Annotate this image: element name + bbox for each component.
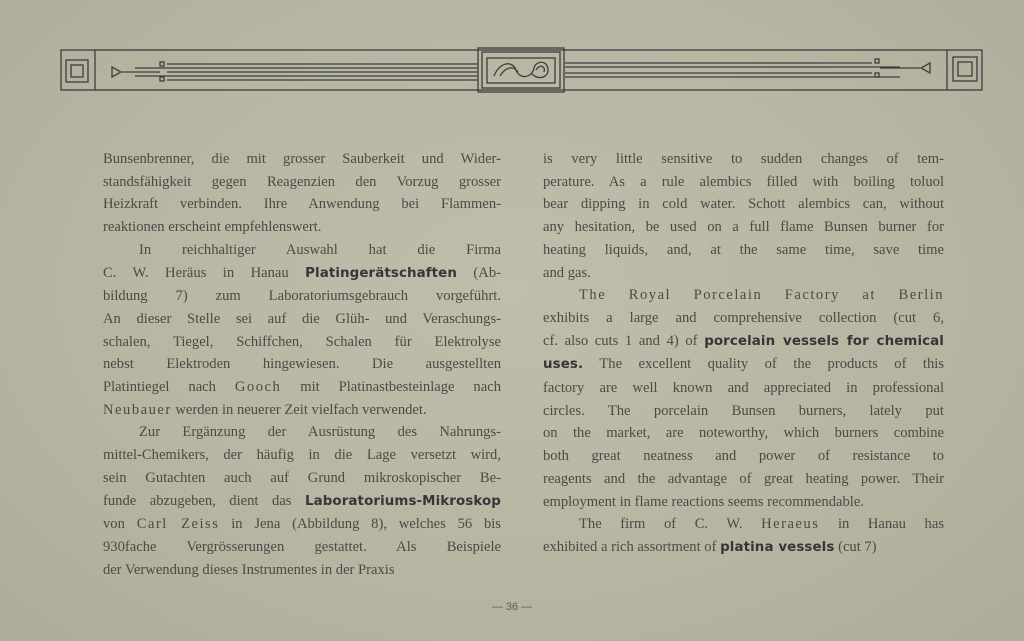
text-line bbox=[103, 148, 501, 171]
text-line bbox=[103, 331, 501, 354]
text-segment: exhibited a rich assortment of bbox=[543, 538, 721, 555]
text-segment: and gas. bbox=[543, 264, 591, 281]
header-ornament bbox=[0, 0, 1024, 100]
text-line bbox=[103, 513, 501, 536]
text-line bbox=[543, 513, 944, 536]
text-segment: perature. As a rule alembics filled with boiling toluol bbox=[543, 173, 944, 190]
emphasis-spaced: Heraeus bbox=[761, 516, 820, 533]
emphasis-bold: platina vessels bbox=[720, 539, 835, 555]
text-segment: C. W. Heräus in Hanau bbox=[103, 264, 306, 281]
text-line bbox=[543, 239, 944, 262]
text-segment: An dieser Stelle sei auf die Glüh- und Veraschungs- bbox=[103, 310, 501, 327]
text-segment: factory are well known and appreciated in professional bbox=[543, 380, 944, 397]
text-line bbox=[103, 444, 501, 467]
emphasis-bold: Platingerätschaften bbox=[305, 265, 457, 281]
text-line bbox=[543, 536, 944, 560]
emphasis-spaced: Neubauer bbox=[103, 401, 172, 418]
text-line bbox=[103, 193, 501, 216]
text-line bbox=[103, 239, 501, 262]
right-column bbox=[543, 148, 944, 560]
text-segment: in Jena (Abbildung 8), welches 56 bis bbox=[219, 516, 501, 533]
left-column bbox=[103, 148, 501, 581]
text-segment: reagents and the advantage of great heating power. Their bbox=[543, 470, 944, 487]
text-segment: both great neatness and power of resistance to bbox=[543, 448, 944, 465]
text-segment: bear dipping in cold water. Schott alembics can, without bbox=[543, 196, 944, 213]
emphasis-spaced: Gooch bbox=[234, 379, 282, 396]
text-segment: (Ab- bbox=[457, 264, 501, 281]
text-segment: exhibits a large and comprehensive collection (cut 6, bbox=[543, 309, 944, 326]
text-segment: funde abzugeben, dient das bbox=[103, 492, 305, 509]
text-segment: standsfähigkeit gegen Reagenzien den Vorzug grosser bbox=[103, 173, 501, 190]
page-number: — 36 — bbox=[491, 601, 533, 613]
text-segment: mittel-Chemikers, der häufig in die Lage versetzt wird, bbox=[103, 447, 501, 464]
left-triangle-icon bbox=[112, 67, 121, 77]
text-line bbox=[103, 559, 501, 582]
text-segment: werden in neuerer Zeit vielfach verwendet. bbox=[171, 401, 427, 418]
text-line bbox=[103, 536, 501, 559]
text-line bbox=[543, 377, 944, 400]
text-segment: der Verwendung dieses Instrumentes in der Praxis bbox=[103, 561, 395, 578]
text-line bbox=[543, 193, 944, 216]
text-segment: heating liquids, and, at the same time, save time bbox=[543, 241, 944, 258]
emphasis-spaced: The Royal Porcelain Factory at Berlin bbox=[579, 287, 944, 304]
text-segment: Bunsenbrenner, die mit grosser Sauberkeit und Wider- bbox=[103, 151, 501, 167]
emphasis-bold: Laboratoriums-Mikroskop bbox=[304, 493, 501, 509]
text-line bbox=[543, 284, 944, 307]
text-line bbox=[543, 216, 944, 239]
text-segment: Platintiegel nach bbox=[103, 379, 235, 396]
text-segment: on the market, are noteworthy, which burners combine bbox=[543, 425, 944, 442]
right-triangle-icon bbox=[921, 63, 930, 73]
text-segment: In reichhaltiger Auswahl hat die Firma bbox=[139, 241, 501, 258]
text-segment: schalen, Tiegel, Schiffchen, Schalen für Elektrolyse bbox=[103, 333, 501, 350]
text-line bbox=[103, 467, 501, 490]
text-segment: (cut 7) bbox=[834, 538, 877, 555]
text-line bbox=[543, 171, 944, 194]
text-line bbox=[103, 285, 501, 308]
text-line bbox=[543, 491, 944, 514]
text-line bbox=[103, 376, 501, 399]
text-line bbox=[103, 490, 501, 514]
text-line bbox=[543, 422, 944, 445]
text-line bbox=[103, 421, 501, 444]
text-segment: sein Gutachten auch auf Grund mikroskopischer Be- bbox=[103, 469, 501, 486]
text-segment: mit Platinastbesteinlage nach bbox=[281, 379, 501, 396]
ornament-frame bbox=[61, 50, 982, 90]
text-line bbox=[543, 400, 944, 423]
text-line bbox=[543, 148, 944, 171]
center-emblem bbox=[478, 48, 564, 92]
text-line bbox=[543, 445, 944, 468]
text-segment: employment in flame reactions seems recommendable. bbox=[543, 493, 864, 510]
text-segment: Zur Ergänzung der Ausrüstung des Nahrungs- bbox=[139, 424, 501, 441]
text-segment: Heizkraft verbinden. Ihre Anwendung bei Flammen- bbox=[103, 196, 501, 213]
text-segment: circles. The porcelain Bunsen burners, lately put bbox=[543, 402, 944, 419]
text-segment: reaktionen erscheint empfehlenswert. bbox=[103, 219, 322, 236]
text-line bbox=[103, 216, 501, 239]
text-segment: in Hanau has bbox=[819, 516, 944, 533]
emphasis-bold: uses. bbox=[543, 357, 584, 373]
text-line bbox=[543, 262, 944, 285]
text-line bbox=[103, 171, 501, 194]
text-line bbox=[103, 399, 501, 422]
emphasis-spaced: Carl Zeiss bbox=[136, 516, 220, 533]
text-line bbox=[103, 353, 501, 376]
text-segment: any hesitation, be used on a full flame Bunsen burner for bbox=[543, 219, 944, 236]
text-segment: The excellent quality of the products of this bbox=[583, 356, 944, 373]
text-segment: cf. also cuts 1 and 4) of bbox=[543, 332, 705, 349]
text-line bbox=[543, 353, 944, 377]
text-segment: is very little sensitive to sudden changes of tem- bbox=[543, 151, 944, 167]
text-line bbox=[543, 307, 944, 330]
text-line bbox=[543, 468, 944, 491]
text-segment: von bbox=[103, 516, 137, 533]
text-line bbox=[103, 308, 501, 331]
text-segment: bildung 7) zum Laboratoriumsgebrauch vorgeführt. bbox=[103, 288, 501, 305]
text-segment: nebst Elektroden hingewiesen. Die ausgestellten bbox=[103, 356, 501, 373]
text-line bbox=[543, 330, 944, 354]
text-segment: 930fache Vergrösserungen gestattet. Als Beispiele bbox=[103, 538, 501, 555]
text-segment: The firm of C. W. bbox=[579, 516, 762, 533]
emphasis-bold: porcelain vessels for chemical bbox=[704, 333, 944, 349]
text-line bbox=[103, 262, 501, 286]
